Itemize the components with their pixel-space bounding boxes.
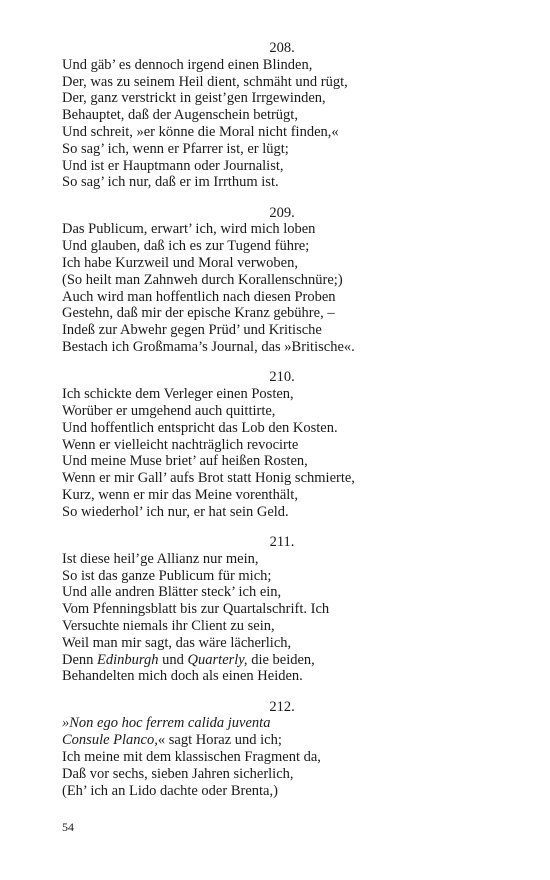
- text-segment: Ist diese heil’ge Allianz nur mein,: [62, 550, 259, 567]
- text-segment: Daß vor sechs, sieben Jahren sicherlich,: [62, 765, 294, 782]
- stanza: [62, 534, 502, 685]
- text-segment: Der, ganz verstrickt in geist’gen Irrgewinden,: [62, 90, 326, 107]
- verse-line: [62, 141, 502, 158]
- verse-line: [62, 57, 502, 74]
- verse-line: [62, 715, 502, 732]
- text-segment: Und glauben, daß ich es zur Tugend führe;: [62, 238, 310, 255]
- text-segment: Das Publicum, erwart’ ich, wird mich loben: [62, 221, 316, 238]
- text-segment: So sag’ ich, wenn er Pfarrer ist, er lügt;: [62, 140, 289, 157]
- verse-line: [62, 74, 502, 91]
- italic-segment: Quarterly,: [187, 651, 248, 668]
- stanza: [62, 369, 502, 520]
- verse-line: [62, 766, 502, 783]
- text-segment: (Eh’ ich an Lido dachte oder Brenta,): [62, 782, 278, 799]
- verse-line: [62, 618, 502, 635]
- italic-segment: Edinburgh: [97, 651, 159, 668]
- text-segment: Ich meine mit dem klassischen Fragment da,: [62, 749, 321, 766]
- italic-segment: »Non ego hoc ferrem calida juventa: [62, 715, 271, 732]
- stanza-number: 209.: [269, 204, 295, 221]
- text-segment: Der, was zu seinem Heil dient, schmäht und rügt,: [62, 73, 348, 90]
- text-segment: Indeß zur Abwehr gegen Prüd’ und Kritische: [62, 322, 322, 339]
- stanza-number: 208.: [269, 40, 295, 56]
- stanza-number: 212.: [269, 698, 295, 715]
- text-segment: « sagt Horaz und ich;: [157, 732, 282, 749]
- text-segment: Auch wird man hoffentlich nach diesen Proben: [62, 288, 336, 305]
- verse-line: [62, 107, 502, 124]
- text-segment: Und meine Muse briet’ auf heißen Rosten,: [62, 453, 308, 470]
- text-segment: Behauptet, daß der Augenschein betrügt,: [62, 107, 298, 124]
- verse-line: [62, 732, 502, 749]
- poem-page: [62, 40, 502, 813]
- stanza-number: 210.: [269, 369, 295, 386]
- verse-line: [62, 420, 502, 437]
- stanza: [62, 40, 502, 191]
- text-segment: Weil man mir sagt, das wäre lächerlich,: [62, 634, 292, 651]
- stanza-number: 211.: [269, 534, 295, 551]
- text-segment: Wenn er mir Gall’ aufs Brot statt Honig schmierte,: [62, 470, 355, 487]
- text-segment: Vom Pfenningsblatt bis zur Quartalschrift. Ich: [62, 601, 330, 618]
- verse-line: [62, 305, 502, 322]
- text-segment: Und gäb’ es dennoch irgend einen Blinden,: [62, 56, 313, 73]
- verse-line: [62, 749, 502, 766]
- verse-line: [62, 158, 502, 175]
- verse-line: [62, 437, 502, 454]
- verse-line: [62, 221, 502, 238]
- text-segment: und: [158, 651, 188, 668]
- page-number: 54: [62, 820, 74, 834]
- verse-line: [62, 584, 502, 601]
- text-segment: (So heilt man Zahnweh durch Korallenschnüre;): [62, 271, 343, 288]
- verse-line: [62, 386, 502, 403]
- text-segment: So sag’ ich nur, daß er im Irrthum ist.: [62, 174, 279, 191]
- verse-line: [62, 272, 502, 289]
- verse-line: [62, 783, 502, 800]
- verse-line: [62, 255, 502, 272]
- text-segment: Ich habe Kurzweil und Moral verwoben,: [62, 255, 298, 272]
- verse-line: [62, 601, 502, 618]
- text-segment: Und alle andren Blätter steck’ ich ein,: [62, 584, 282, 601]
- verse-line: [62, 124, 502, 141]
- text-segment: So ist das ganze Publicum für mich;: [62, 567, 272, 584]
- text-segment: Und hoffentlich entspricht das Lob den Kosten.: [62, 419, 338, 436]
- text-segment: Denn: [62, 651, 98, 668]
- text-segment: Und schreit, »er könne die Moral nicht finden,«: [62, 123, 339, 140]
- text-segment: Ich schickte dem Verleger einen Posten,: [62, 386, 294, 403]
- verse-line: [62, 339, 502, 356]
- text-segment: die beiden,: [247, 651, 315, 668]
- verse-line: [62, 470, 502, 487]
- verse-line: [62, 635, 502, 652]
- text-segment: Wenn er vielleicht nachträglich revocirte: [62, 436, 299, 453]
- verse-line: [62, 568, 502, 585]
- verse-line: [62, 453, 502, 470]
- text-segment: Behandelten mich doch als einen Heiden.: [62, 668, 303, 685]
- verse-line: [62, 668, 502, 685]
- verse-line: [62, 504, 502, 521]
- verse-line: [62, 238, 502, 255]
- verse-line: [62, 174, 502, 191]
- verse-line: [62, 322, 502, 339]
- italic-segment: Consule Planco,: [62, 732, 158, 749]
- text-segment: Versuchte niemals ihr Client zu sein,: [62, 618, 275, 634]
- text-segment: Bestach ich Großmama’s Journal, das »Britische«.: [62, 339, 355, 356]
- stanza: [62, 205, 502, 356]
- stanza: [62, 699, 502, 800]
- text-segment: So wiederhol’ ich nur, er hat sein Geld.: [62, 503, 289, 520]
- text-segment: Worüber er umgehend auch quittirte,: [62, 402, 276, 419]
- verse-line: [62, 403, 502, 420]
- text-segment: Gestehn, daß mir der epische Kranz gebühre, –: [62, 305, 335, 322]
- verse-line: [62, 487, 502, 504]
- verse-line: [62, 90, 502, 107]
- text-segment: Und ist er Hauptmann oder Journalist,: [62, 157, 284, 174]
- verse-line: [62, 652, 502, 669]
- verse-line: [62, 289, 502, 306]
- verse-line: [62, 551, 502, 568]
- text-segment: Kurz, wenn er mir das Meine vorenthält,: [62, 486, 298, 503]
